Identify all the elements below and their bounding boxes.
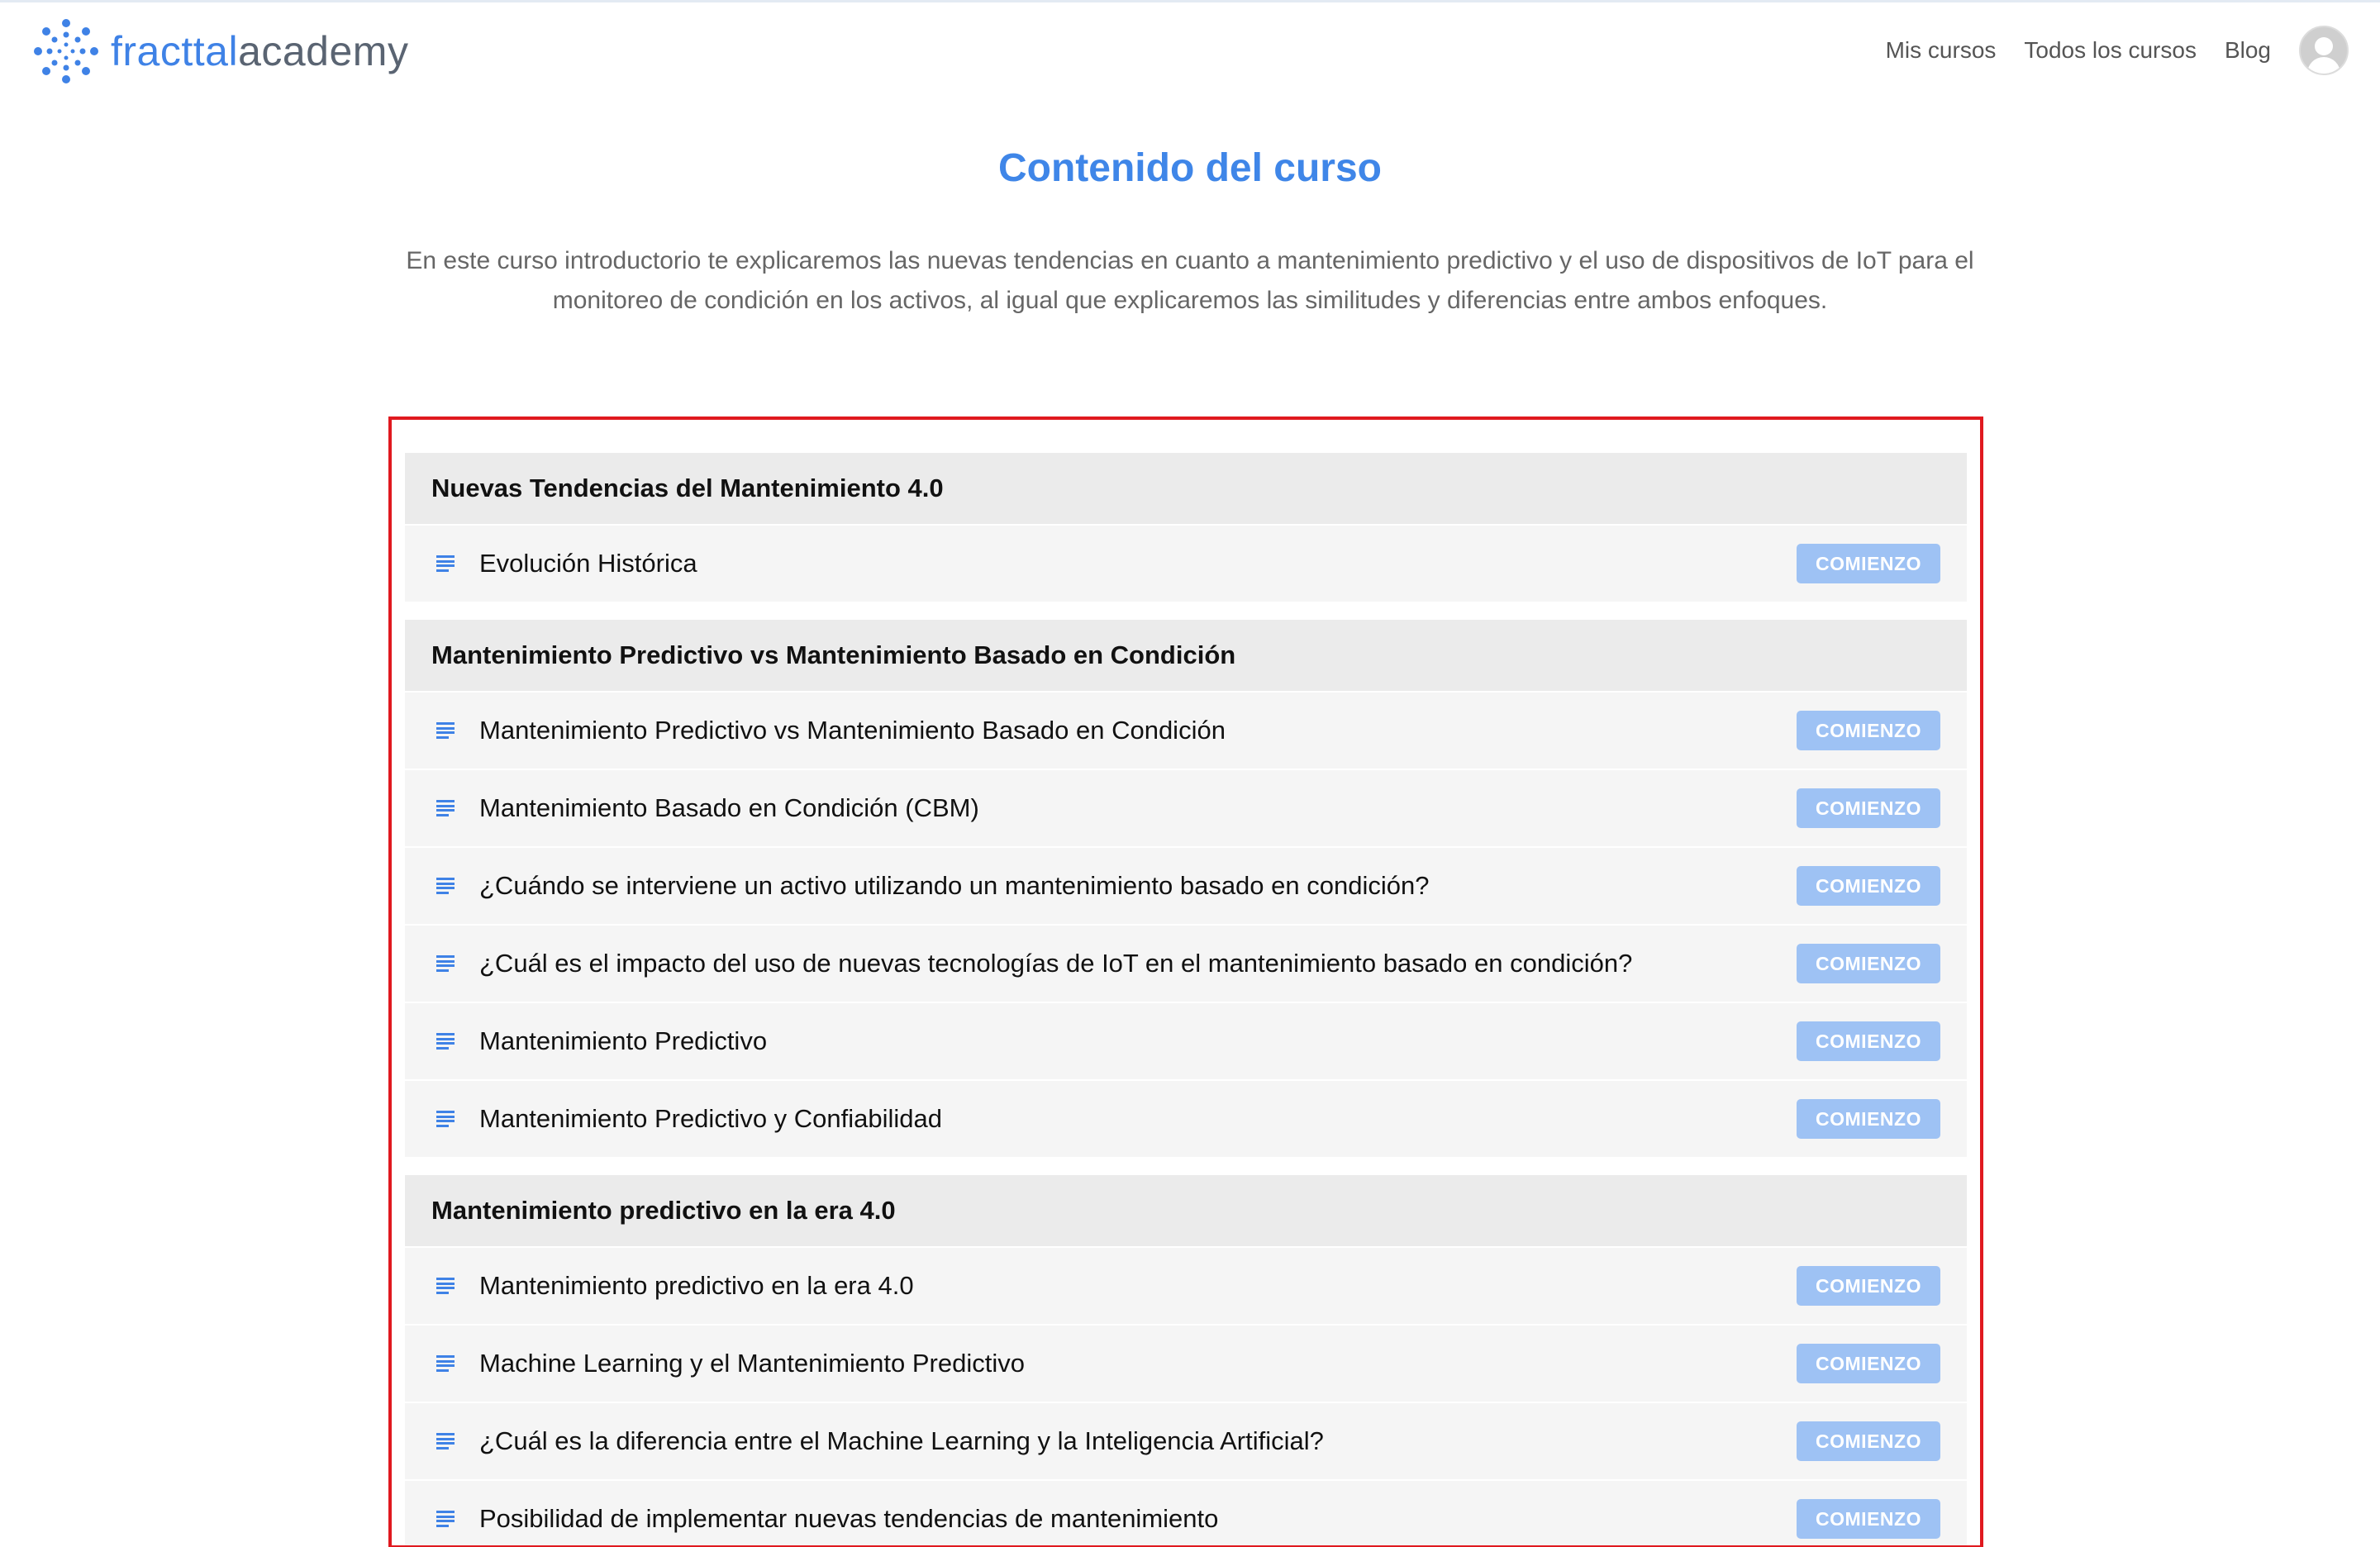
section-title: Nuevas Tendencias del Mantenimiento 4.0 bbox=[405, 453, 1967, 524]
start-lesson-button[interactable]: COMIENZO bbox=[1797, 1421, 1940, 1461]
lesson-item[interactable] bbox=[405, 846, 1967, 924]
text-lesson-icon bbox=[436, 1355, 455, 1372]
lesson-title[interactable]: Posibilidad de implementar nuevas tendencias de mantenimiento bbox=[479, 1504, 1219, 1533]
start-lesson-button[interactable]: COMIENZO bbox=[1797, 1266, 1940, 1306]
start-lesson-button[interactable]: COMIENZO bbox=[1797, 788, 1940, 828]
text-lesson-icon bbox=[436, 878, 455, 894]
lesson-item[interactable] bbox=[405, 1246, 1967, 1324]
lesson-title[interactable]: Mantenimiento Predictivo y Confiabilidad bbox=[479, 1104, 943, 1133]
main-nav bbox=[1858, 21, 2349, 79]
text-lesson-icon bbox=[436, 555, 455, 572]
lesson-title[interactable]: Mantenimiento predictivo en la era 4.0 bbox=[479, 1271, 914, 1300]
lesson-title[interactable]: ¿Cuándo se interviene un activo utilizando un mantenimiento basado en condición? bbox=[479, 871, 1430, 900]
text-lesson-icon bbox=[436, 800, 455, 816]
course-sections bbox=[405, 453, 1967, 1547]
lesson-title[interactable]: Evolución Histórica bbox=[479, 549, 697, 578]
nav-todos-los-cursos[interactable]: Todos los cursos bbox=[2024, 37, 2197, 63]
lesson-item[interactable] bbox=[405, 769, 1967, 846]
logo-brand: fracttal bbox=[111, 28, 239, 74]
avatar-shoulders bbox=[2307, 57, 2340, 75]
lesson-title[interactable]: Mantenimiento Basado en Condición (CBM) bbox=[479, 793, 979, 822]
start-lesson-button[interactable]: COMIENZO bbox=[1797, 1021, 1940, 1061]
lesson-title[interactable]: Mantenimiento Predictivo bbox=[479, 1026, 768, 1055]
logo-suffix: academy bbox=[238, 28, 409, 74]
nav-blog[interactable]: Blog bbox=[2224, 37, 2271, 63]
nav-mis-cursos[interactable]: Mis cursos bbox=[1885, 37, 1997, 63]
lesson-item[interactable] bbox=[405, 691, 1967, 769]
start-lesson-button[interactable]: COMIENZO bbox=[1797, 1344, 1940, 1383]
text-lesson-icon bbox=[436, 1511, 455, 1527]
text-lesson-icon bbox=[436, 955, 455, 972]
lesson-title[interactable]: Mantenimiento Predictivo vs Mantenimiento Basado en Condición bbox=[479, 716, 1226, 745]
lesson-item[interactable] bbox=[405, 1002, 1967, 1079]
text-lesson-icon bbox=[436, 1033, 455, 1050]
text-lesson-icon bbox=[436, 1111, 455, 1127]
start-lesson-button[interactable]: COMIENZO bbox=[1797, 1099, 1940, 1139]
user-avatar-icon[interactable] bbox=[2299, 26, 2349, 75]
course-description: En este curso introductorio te explicaremos las nuevas tendencias en cuanto a mantenimiento predictivo y el uso de dispositivos de IoT para el monitoreo de condición en los activos, al igual que explicaremos las similitudes y diferencias entre ambos enfoques. bbox=[406, 247, 1974, 314]
course-section bbox=[405, 620, 1967, 1157]
lesson-item[interactable] bbox=[405, 1079, 1967, 1157]
section-title: Mantenimiento predictivo en la era 4.0 bbox=[405, 1175, 1967, 1246]
lesson-item[interactable] bbox=[405, 1402, 1967, 1479]
logo-text bbox=[111, 17, 408, 86]
lesson-item[interactable] bbox=[405, 924, 1967, 1002]
site-header bbox=[0, 0, 2380, 102]
lesson-item[interactable] bbox=[405, 524, 1967, 602]
course-section bbox=[405, 453, 1967, 602]
lesson-title[interactable]: Machine Learning y el Mantenimiento Predictivo bbox=[479, 1349, 1025, 1378]
course-section bbox=[405, 1175, 1967, 1547]
fracttal-academy-logo[interactable] bbox=[31, 17, 408, 86]
page-title: Contenido del curso bbox=[997, 146, 1382, 190]
text-lesson-icon bbox=[436, 1278, 455, 1294]
start-lesson-button[interactable]: COMIENZO bbox=[1797, 711, 1940, 750]
avatar-head bbox=[2315, 37, 2333, 55]
fracttal-logo-icon bbox=[31, 17, 101, 86]
lesson-item[interactable] bbox=[405, 1324, 1967, 1402]
lesson-item[interactable] bbox=[405, 1479, 1967, 1547]
text-lesson-icon bbox=[436, 722, 455, 739]
start-lesson-button[interactable]: COMIENZO bbox=[1797, 944, 1940, 983]
course-content-box bbox=[388, 416, 1983, 1547]
lesson-title[interactable]: ¿Cuál es el impacto del uso de nuevas tecnologías de IoT en el mantenimiento basado en condición? bbox=[479, 949, 1633, 978]
lesson-title[interactable]: ¿Cuál es la diferencia entre el Machine Learning y la Inteligencia Artificial? bbox=[479, 1426, 1324, 1455]
start-lesson-button[interactable]: COMIENZO bbox=[1797, 866, 1940, 906]
text-lesson-icon bbox=[436, 1433, 455, 1449]
start-lesson-button[interactable]: COMIENZO bbox=[1797, 1499, 1940, 1539]
start-lesson-button[interactable]: COMIENZO bbox=[1797, 544, 1940, 583]
section-title: Mantenimiento Predictivo vs Mantenimiento Basado en Condición bbox=[405, 620, 1967, 691]
